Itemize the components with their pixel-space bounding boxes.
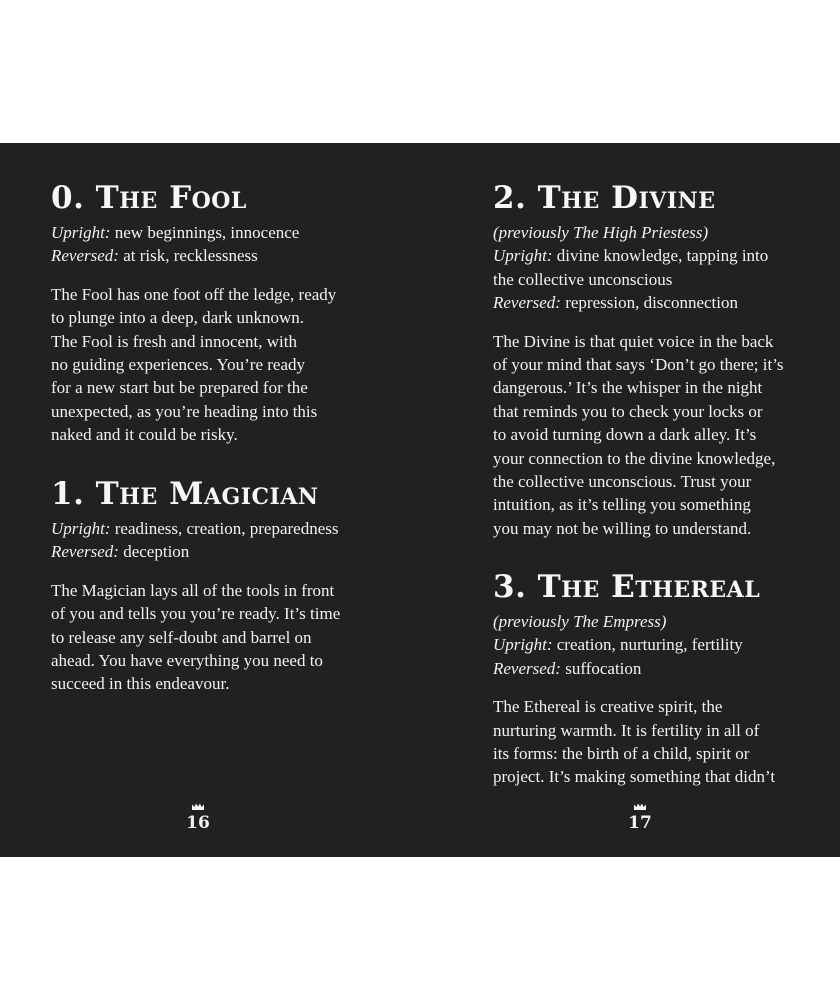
upright-keywords: readiness, creation, preparedness — [114, 519, 339, 538]
upright-line — [51, 517, 351, 540]
previous-name-note: (previously The Empress) — [493, 612, 667, 631]
entry-body — [493, 330, 803, 541]
body-line: The Divine is that quiet voice in the back — [493, 331, 774, 351]
upright-line — [493, 633, 803, 656]
upright-line — [51, 221, 351, 244]
body-line: no guiding experiences. You’re ready — [51, 355, 305, 375]
entry-title: 0. The Fool — [51, 180, 247, 216]
body-line: of your mind that says ‘Don’t go there; it’s — [493, 355, 784, 375]
page-number: 17 — [628, 813, 652, 833]
body-line: nurturing warmth. It is fertility in all of — [493, 720, 760, 740]
entry-the-fool — [51, 178, 351, 447]
page-footer — [168, 803, 228, 834]
reversed-line — [51, 244, 351, 267]
body-line: unexpected, as you’re heading into this — [51, 401, 318, 421]
upright-keywords: divine knowledge, tapping into — [556, 246, 769, 266]
reversed-keywords: at risk, recklessness — [123, 246, 258, 266]
upright-label: Upright: — [51, 519, 111, 538]
reversed-keywords: suffocation — [565, 658, 642, 678]
page-footer — [610, 803, 670, 834]
reversed-line — [493, 291, 803, 314]
book-spread — [0, 143, 840, 857]
body-line: for a new start but be prepared for the — [51, 378, 308, 398]
crown-icon — [633, 803, 647, 811]
reversed-line — [493, 657, 803, 680]
entry-body — [51, 283, 351, 447]
entry-body — [493, 695, 803, 789]
body-line: The Fool has one foot off the ledge, ready — [51, 284, 337, 304]
entry-the-magician — [51, 474, 351, 696]
reversed-label: Reversed: — [493, 658, 561, 678]
entry-the-divine — [493, 178, 803, 540]
upright-label: Upright: — [493, 246, 553, 266]
entry-title: 2. The Divine — [493, 180, 716, 216]
reversed-label: Reversed: — [51, 246, 119, 266]
reversed-line — [51, 540, 351, 563]
left-page — [0, 143, 420, 857]
body-line: dangerous.’ It’s the whisper in the night — [493, 378, 763, 398]
body-line: its forms: the birth of a child, spirit or — [493, 744, 750, 764]
entry-title: 1. The Magician — [51, 476, 319, 512]
body-line: of you and tells you you’re ready. It’s time — [51, 604, 341, 624]
body-line: you may not be willing to understand. — [493, 518, 752, 538]
body-line: The Magician lays all of the tools in front — [51, 580, 335, 600]
previous-name-note: (previously The High Priestess) — [493, 223, 709, 242]
page-number: 16 — [186, 813, 210, 833]
body-line: The Fool is fresh and innocent, with — [51, 331, 297, 351]
upright-label: Upright: — [51, 223, 111, 242]
reversed-label: Reversed: — [51, 542, 119, 562]
body-line: The Ethereal is creative spirit, the — [493, 697, 723, 717]
entry-the-ethereal — [493, 567, 803, 789]
entry-keywords — [493, 221, 803, 315]
entry-keywords — [493, 610, 803, 680]
upright-keywords: creation, nurturing, fertility — [556, 635, 743, 655]
body-line: ahead. You have everything you need to — [51, 651, 323, 671]
right-page — [420, 143, 840, 857]
body-line: succeed in this endeavour. — [51, 674, 230, 694]
reversed-label: Reversed: — [493, 293, 561, 313]
crown-icon — [191, 803, 205, 811]
upright-continuation: the collective unconscious — [493, 269, 673, 289]
upright-label: Upright: — [493, 635, 553, 655]
entry-title: 3. The Ethereal — [493, 569, 761, 605]
upright-line — [493, 244, 803, 267]
upright-keywords: new beginnings, innocence — [114, 223, 300, 242]
entry-body — [51, 579, 351, 696]
body-line: to plunge into a deep, dark unknown. — [51, 308, 305, 328]
reversed-keywords: repression, disconnection — [565, 293, 739, 313]
body-line: that reminds you to check your locks or — [493, 401, 763, 421]
reversed-keywords: deception — [123, 542, 190, 562]
body-line: the collective unconscious. Trust your — [493, 472, 752, 492]
body-line: naked and it could be risky. — [51, 425, 238, 445]
body-line: project. It’s making something that didn’t — [493, 767, 776, 787]
entry-keywords — [51, 517, 351, 564]
entry-keywords — [51, 221, 351, 268]
body-line: intuition, as it’s telling you something — [493, 495, 751, 515]
body-line: your connection to the divine knowledge, — [493, 448, 776, 468]
body-line: to release any self-doubt and barrel on — [51, 627, 312, 647]
body-line: to avoid turning down a dark alley. It’s — [493, 425, 757, 445]
